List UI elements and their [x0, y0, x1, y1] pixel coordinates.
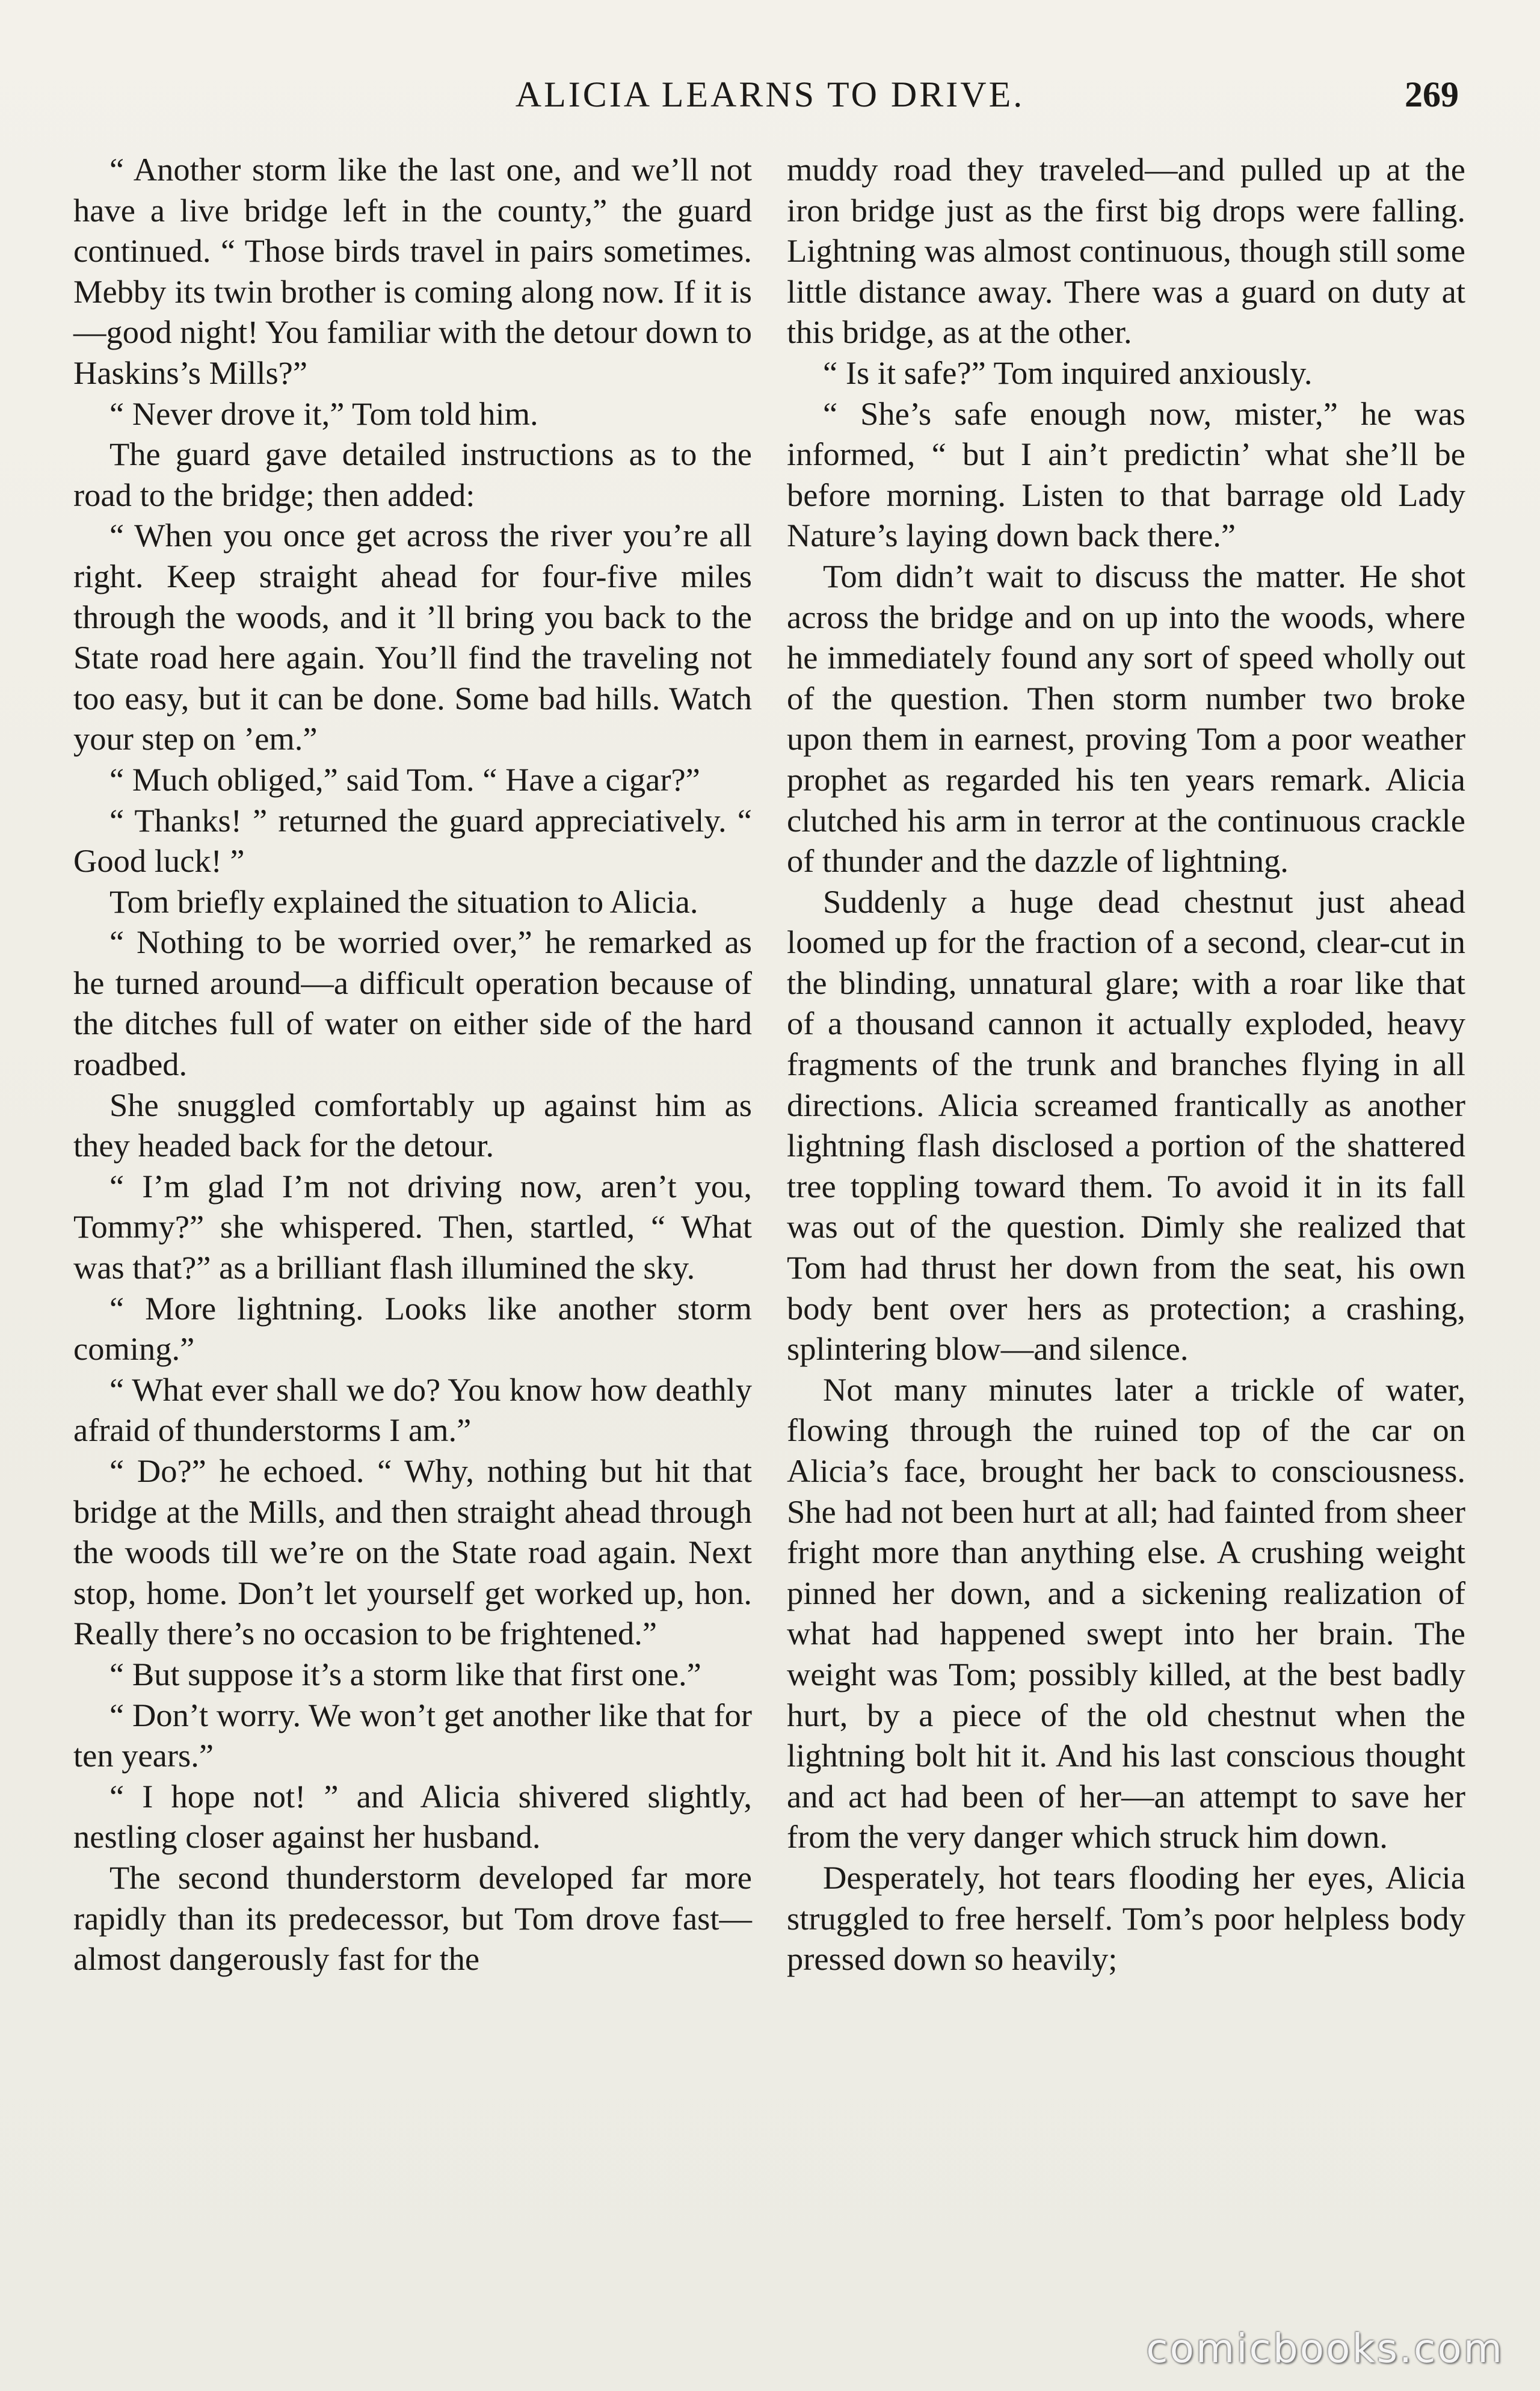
- running-title: ALICIA LEARNS TO DRIVE.: [515, 75, 1025, 114]
- paragraph: “ Nothing to be worried over,” he remarked as he turned around—a difficult operation because of the ditches full of water on either side of the hard roadbed.: [73, 924, 752, 1083]
- running-head: [0, 67, 1540, 122]
- paragraph: “ I’m glad I’m not driving now, aren’t you, Tommy?” she whispered. Then, startled, “ What was that?” as a brilliant flash illumined the sky.: [73, 1167, 752, 1286]
- paragraph: Not many minutes later a trickle of water, flowing through the ruined top of the car on Alicia’s face, brought her back to consciousness. She had not been hurt at all; had fainted from sheer fright more than anything else. A crushing weight pinned her down, and a sickening realization of what had happened swept into her brain. The weight was Tom; possibly killed, at the best badly hurt, by a piece of the old chestnut when the lightning bolt hit it. And his last conscious thought and act had been of her—an attempt to save her from the very danger which struck him down.: [787, 1371, 1465, 1856]
- paragraph: Tom didn’t wait to discuss the matter. He shot across the bridge and on up into the woods, where he immediately found any sort of speed wholly out of the question. Then storm number two broke upon them in earnest, proving Tom a poor weather prophet as regarded his ten years remark. Alicia clutched his arm in terror at the continuous crackle of thunder and the dazzle of lightning.: [787, 557, 1465, 880]
- left-column: [73, 149, 752, 1979]
- paragraph: The second thunderstorm developed far more rapidly than its predecessor, but Tom drove fast—almost dangerously fast for the: [73, 1859, 752, 1978]
- paragraph: “ Thanks! ” returned the guard appreciatively. “ Good luck! ”: [73, 801, 752, 880]
- paragraph: “ But suppose it’s a storm like that first one.”: [109, 1655, 701, 1692]
- paragraph: “ More lightning. Looks like another storm coming.”: [73, 1289, 752, 1368]
- paragraph: “ She’s safe enough now, mister,” he was informed, “ but I ain’t predictin’ what she’ll be before morning. Listen to that barrage old Lady Nature’s laying down back there.”: [787, 395, 1465, 554]
- page-number: 269: [1405, 75, 1459, 114]
- paragraph: “ Is it safe?” Tom inquired anxiously.: [823, 354, 1313, 391]
- paragraph: “ What ever shall we do? You know how deathly afraid of thunderstorms I am.”: [73, 1371, 752, 1449]
- paragraph: “ Never drove it,” Tom told him.: [109, 395, 538, 432]
- paragraph: “ Another storm like the last one, and we’ll not have a live bridge left in the county,” the guard continued. “ Those birds travel in pairs sometimes. Mebby its twin brother is coming along now. If it is—good night! You familiar with the detour down to Haskins’s Mills?”: [73, 151, 752, 391]
- paragraph: “ Much obliged,” said Tom. “ Have a cigar?”: [109, 760, 700, 798]
- right-column: [787, 149, 1465, 1979]
- paragraph: Suddenly a huge dead chestnut just ahead loomed up for the fraction of a second, clear-cut in the blinding, unnatural glare; with a roar like that of a thousand cannon it actually exploded, heavy fragments of the trunk and branches flying in all directions. Alicia screamed frantically as another lightning flash disclosed a portion of the shattered tree toppling toward them. To avoid it in its fall was out of the question. Dimly she realized that Tom had thrust her down from the seat, his own body bent over hers as protection; a crashing, splintering blow—and silence.: [787, 883, 1465, 1368]
- paragraph-continued: muddy road they traveled—and pulled up at the iron bridge just as the first big drops were falling. Lightning was almost continuous, though still some little distance away. There was a guard on duty at this bridge, as at the other.: [787, 151, 1465, 351]
- paragraph: She snuggled comfortably up against him as they headed back for the detour.: [73, 1086, 752, 1164]
- paragraph: “ Don’t worry. We won’t get another like that for ten years.”: [73, 1696, 752, 1774]
- paragraph: Desperately, hot tears flooding her eyes, Alicia struggled to free herself. Tom’s poor helpless body pressed down so heavily;: [787, 1859, 1465, 1978]
- paragraph: “ When you once get across the river you’re all right. Keep straight ahead for four-five miles through the woods, and it ’ll bring you back to the State road here again. You’ll find the traveling not too easy, but it can be done. Some bad hills. Watch your step on ’em.”: [73, 517, 752, 757]
- paragraph: “ I hope not! ” and Alicia shivered slightly, nestling closer against her husband.: [73, 1777, 752, 1856]
- paragraph: Tom briefly explained the situation to Alicia.: [109, 883, 698, 920]
- watermark: comicbooks.com: [1146, 2325, 1504, 2372]
- paragraph: The guard gave detailed instructions as to the road to the bridge; then added:: [73, 436, 752, 513]
- paragraph: “ Do?” he echoed. “ Why, nothing but hit that bridge at the Mills, and then straight ahead through the woods till we’re on the State road again. Next stop, home. Don’t let yourself get worked up, hon. Really there’s no occasion to be frightened.”: [73, 1452, 752, 1652]
